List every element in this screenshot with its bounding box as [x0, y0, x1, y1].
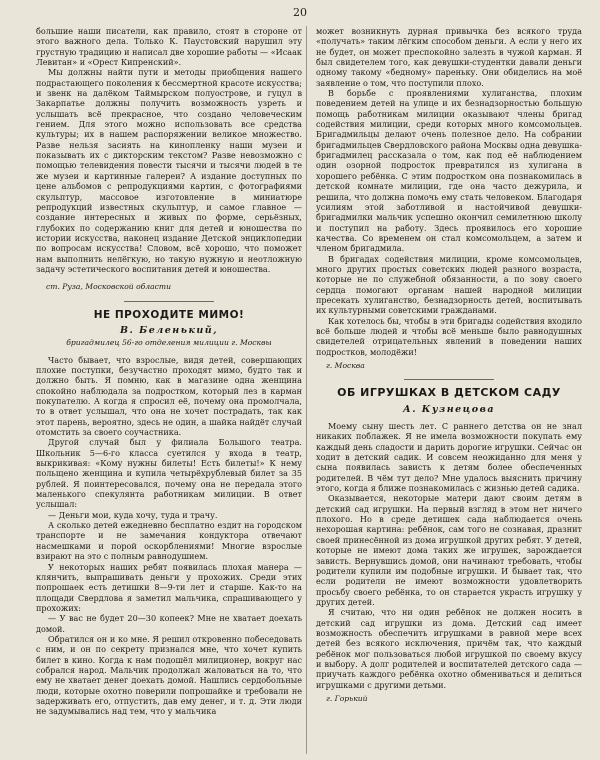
article-paragraph: У некоторых наших ребят появилась плохая манера — клянчить, выпрашивать деньги у прохожих. Среди этих попрошаек есть детишки 8—9-ти лет и старше. Как-то на площади Свердлова я заметил мальчика, спрашивающего у прохожих:	[36, 561, 302, 613]
continuation-signature: г. Москва	[326, 361, 365, 370]
article-paragraph: Другой случай был у филиала Большого театра. Школьник 5—6-го класса суетился у входа в театр, выкрикивая: «Кому нужны билеты! Есть билеты!» К нему польщено женщина и купила четырёхрублевый билет за 35 рублей. Я поинтересовался, почему она не передала этого маленького спекулянта работникам милиции. В ответ услышал:	[36, 437, 302, 510]
continuation-paragraph: В бригадах содействия милиции, кроме комсомольцев, много других простых советских людей разного возраста, которые не по служебной обязанности, а по зову своего сердца помогают органам нашей народной милиции пресекать хулиганство, безнадзорность детей, воспитывать их культурными советскими гражданами.	[316, 253, 582, 316]
separator-rule	[404, 379, 494, 380]
article-paragraph: Часто бывает, что взрослые, видя детей, совершающих плохие поступки, безучастно проходят мимо, будто так и должно быть. Я помню, как в магазине одна женщина спокойно наблюдала за подростком, который лез в карман покупателю. А когда я спросил её, почему она промолчала, то в ответ услышал, что она не хочет пострадать, так как этот парень, вероятно, здесь не один, а шайка найдёт случай отомстить за своего соучастника.	[36, 354, 302, 438]
article-paragraph: Я считаю, что ни один ребёнок не должен носить в детский сад игрушки из дома. Детский сад имеет возможность обеспечить игрушками в равной мере всех детей без всякого исключения, причём так, что каждый ребёнок мог пользоваться любой игрушкой по своему вкусу и выбору. А долг родителей и воспитателей детского сада — приучать каждого ребёнка охотно обмениваться и делиться игрушками с другими детьми.	[316, 607, 582, 690]
column-divider	[306, 26, 307, 754]
article-signature: г. Горький	[326, 693, 368, 703]
left-column	[36, 26, 302, 756]
article-author-role: бригадмилец 56-го отделения милиции г. Москвы	[66, 338, 272, 348]
article-author: В. Беленький,	[119, 324, 219, 336]
intro-signature: ст. Руза, Московской области	[46, 282, 171, 292]
article-title-ob-igrushkakh: ОБ ИГРУШКАХ В ДЕТСКОМ САДУ	[337, 386, 561, 400]
right-column	[316, 26, 582, 756]
page-number: 20	[293, 6, 307, 19]
separator-rule	[124, 301, 214, 302]
article-paragraph: — Деньги мои, куда хочу, туда и трачу.	[48, 509, 218, 520]
intro-paragraph: Мы должны найти пути и методы приобщения нашего подрастающего поколения к бессмертной красоте искусства; и звенк на далёком Таймырском полуострове, и гуцул в Закарпатье должны получить возможность узреть и услышать всё прекрасное, что создано человеческим гением. Для этого можно использовать все средства культуры; их в нашем распоряжении великое множество. Разве нельзя засиять на кинопленку наши музеи и показывать их с дикторским текстом? Разве невозможно с помощью телевидения повести тысячи и тысячи людей в те же музеи и картинные галереи? А издание доступных по цене альбомов с репродукциями картин, с фотографиями скульптур, массовое изготовление в миниатюре репродукций известных скульптур, и самое главное — создание интересных и живых по форме, серьёзных, глубоких по содержанию книг для детей и юношества по истории искусства, наконец издание Детской энциклопедии по вопросам искусства! Словом, всё хорошо, что поможет нам выполнить нелёгкую, но такую нужную и неотложную задачу эстетического воспитания детей и юношества.	[36, 67, 302, 274]
article-paragraph: Моему сыну шесть лет. С раннего детства он не знал никаких поблажек. Я не имела возможности покупать ему каждый день сладости и дарить дорогие игрушки. Сейчас он ходит в детский садик. И совсем неожиданно для меня у сына появилась зависть к детям более обеспеченных родителей. В чём тут дело? Мне удалось выяснить причину этого, когда я ближе познакомилась с жизнью детей садика.	[316, 421, 582, 494]
intro-paragraph: большие наши писатели, как правило, стоят в стороне от этого важного дела. Только К. Паустовский нарушил эту грустную традицию и написал две хорошие работы — «Исаак Левитан» и «Орест Кипренский».	[36, 26, 302, 68]
continuation-paragraph: Как хотелось бы, чтобы в эти бригады содействия входило всё больше людей и чтобы всё меньше было равнодушных свидетелей отрицательных явлений в поведении наших подростков, молодёжи!	[316, 315, 582, 357]
continuation-paragraph: В борьбе с проявлениями хулиганства, плохим поведением детей на улице и их безнадзорностью большую помощь работникам милиции оказывают члены бригад содействия милиции, среди которых много комсомольцев. Бригадмильцы делают очень полезное дело. На собрании бригадмильцев Свердловского района Москвы одна девушка-бригадмилец рассказала о том, как под её наблюдением один озорной подросток превратился из хулигана в хорошего ребёнка. С этим подростком она познакомилась в детской комнате милиции, где она часто дежурила, и решила, что должна помочь ему стать человеком. Благодаря усилиям этой заботливой и настойчивой девушки-бригадмилки мальчик успешно окончил семилетнюю школу и поступил на работу. Здесь проявилось его хорошие качества. Со временем он стал комсомольцем, а затем и членом бригадмила.	[316, 88, 582, 254]
article-author: А. Кузнецова	[402, 403, 496, 415]
continuation-paragraph: может возникнуть дурная привычка без всякого труда «получать» таким лёгким способом деньги. А если у него их не будет, он может преспокойно залезть в чужой карман. Я был свидетелем того, как девушки-студентки давали деньги одному такому «бедному» пареньку. Они обиделись на моё заявление о том, что поступили плохо.	[316, 26, 582, 88]
article-paragraph: Обратился он и ко мне. Я решил откровенно побеседовать с ним, и он по секрету признался мне, что хочет купить билет в кино. Когда к нам подошёл милиционер, вокруг нас собрался народ. Мальчик продолжал жаловаться на то, что ему не хватает денег доехать домой. Нашлись сердобольные люди, которые охотно поверили попрошайке и требовали не задерживать его, отпустить, дав ему денег, и т. д. Эти люди не задумывались над тем, что у мальчика	[36, 633, 302, 717]
article-paragraph: Оказывается, некоторые матери дают своим детям в детский сад игрушки. На первый взгляд в этом нет ничего плохого. Но в среде детишек сада наблюдается очень нехорошая картина: ребёнок, сам того не сознавая, дразнит своей принесённой из дома игрушкой других ребят. У детей, которые не имеют дома таких же игрушек, зарождается зависть. Вернувшись домой, они начинают требовать, чтобы родители купили им подобные игрушки. И бывает так, что если родители не имеют возможности удовлетворить просьбу своего ребёнка, то он старается украсть игрушку у других детей.	[316, 493, 582, 607]
article-title-ne-prokhodite: НЕ ПРОХОДИТЕ МИМО!	[93, 308, 245, 321]
article-paragraph: А сколько детей ежедневно бесплатно ездит на городском транспорте и не замечания кондуктора отвечают насмешками и порой оскорблениями! Многие взрослые взирают на это с полным равнодушием.	[36, 520, 302, 562]
article-paragraph: — У вас не будет 20—30 копеек? Мне не хватает доехать домой.	[36, 613, 302, 634]
